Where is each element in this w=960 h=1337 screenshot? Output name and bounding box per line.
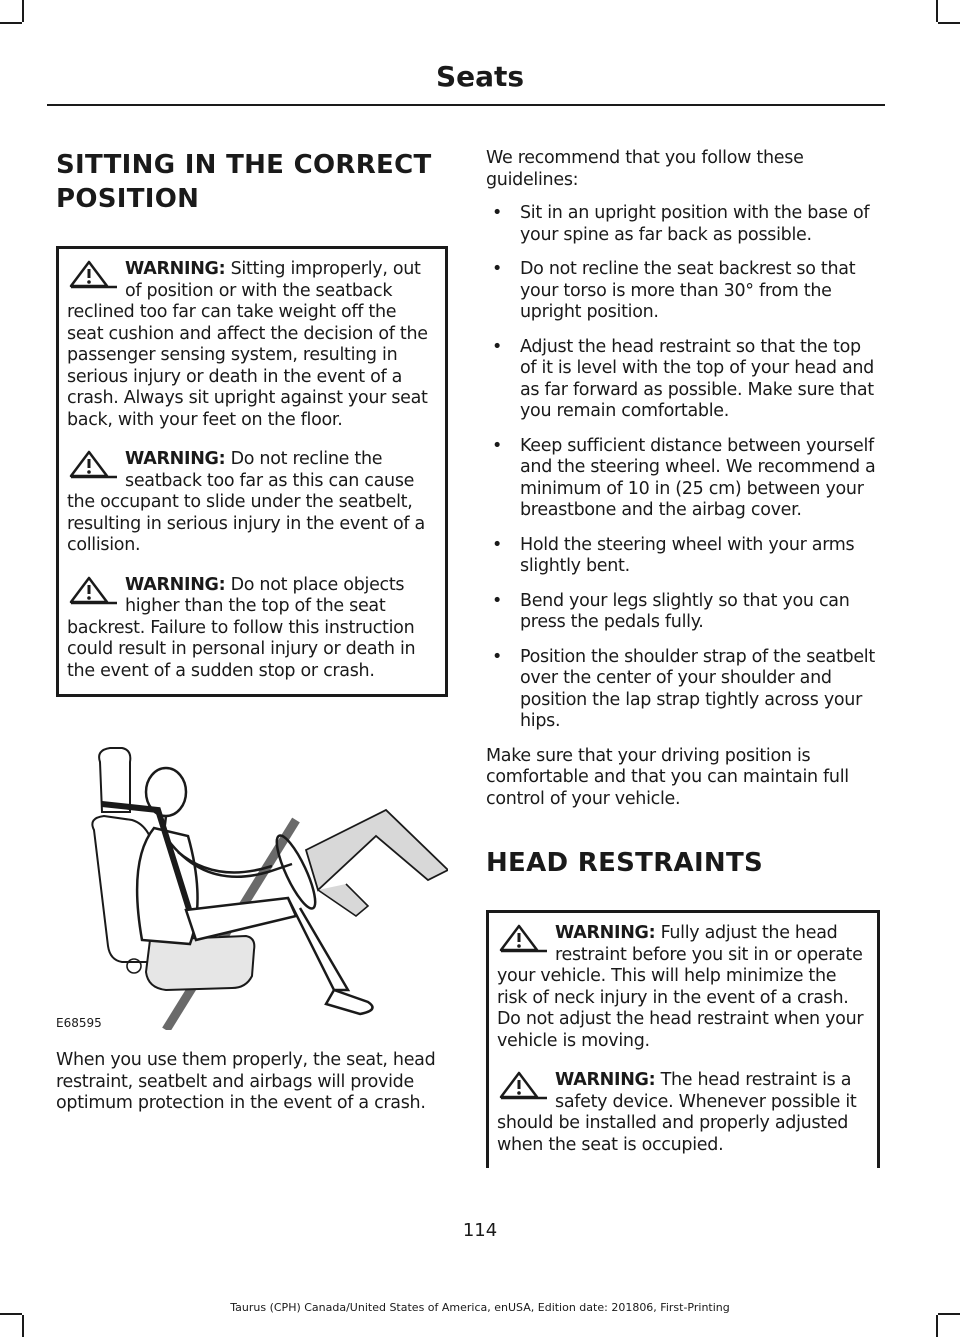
- warning-item: [497, 1070, 869, 1156]
- warning-box: [56, 246, 448, 697]
- list-item-text: Position the shoulder strap of the seatbelt over the center of your shoulder and position the lap strap tightly across your hips.: [520, 646, 875, 731]
- list-item: [486, 337, 880, 423]
- section-heading-head-restraints: HEAD RESTRAINTS: [486, 848, 764, 878]
- list-item: [486, 203, 880, 246]
- warning-label: WARNING:: [125, 259, 226, 279]
- warning-triangle-icon: [497, 923, 549, 953]
- list-item: [486, 535, 880, 578]
- crop-mark: [936, 1315, 938, 1337]
- warning-text: Fully adjust the head restraint before you sit in or operate your vehicle. This will help minimize the risk of neck injury in the event of a crash. Do not adjust the head restraint when your vehicle is moving.: [497, 923, 864, 1051]
- left-column: [56, 148, 448, 697]
- paragraph: When you use them properly, the seat, head restraint, seatbelt and airbags will provide optimum protection in the event of a crash.: [56, 1050, 436, 1113]
- bullet-icon: •: [492, 203, 503, 223]
- list-item-text: Do not recline the seat backrest so that your torso is more than 30° from the upright position.: [520, 259, 856, 322]
- bullet-icon: •: [492, 646, 503, 667]
- warning-triangle-icon: [67, 259, 119, 289]
- warning-item: [67, 259, 437, 431]
- bullet-icon: •: [492, 336, 503, 357]
- footer-edition: Taurus (CPH) Canada/United States of America, enUSA, Edition date: 201806, First-Printing: [230, 1301, 730, 1314]
- list-item: [486, 259, 880, 324]
- closing-paragraph: Make sure that your driving position is comfortable and that you can maintain full control of your vehicle.: [486, 745, 849, 809]
- list-item: [486, 647, 880, 733]
- crop-mark: [936, 0, 938, 22]
- list-item: [486, 436, 880, 522]
- crop-mark: [0, 22, 22, 24]
- warning-item: [67, 575, 437, 683]
- warning-triangle-icon: [67, 575, 119, 605]
- driver-seating-illustration: [56, 740, 448, 1030]
- heading-line: POSITION: [56, 184, 200, 214]
- list-item-text: Sit in an upright position with the base of your spine as far back as possible.: [520, 203, 870, 245]
- warning-label: WARNING:: [555, 923, 656, 943]
- left-column-bottom: [56, 1050, 448, 1127]
- warning-box: [486, 910, 880, 1168]
- bullet-icon: •: [492, 590, 503, 611]
- guidelines-list: [486, 203, 880, 733]
- warning-label: WARNING:: [125, 449, 226, 469]
- warning-text: Do not place objects higher than the top of the seat backrest. Failure to follow this instruction could result in personal injury or death in the event of a sudden stop or crash.: [67, 574, 416, 681]
- bullet-icon: •: [492, 435, 503, 456]
- crop-mark: [22, 0, 24, 22]
- section-heading-sitting-position: [56, 148, 448, 216]
- bullet-icon: •: [492, 259, 503, 279]
- warning-text: Sitting improperly, out of position or with the seatback reclined too far can take weight off the seat cushion and affect the decision of the passenger sensing system, resulting in serious injury or death in the event of a crash. Always sit upright against your seat back, with your feet on the floor.: [67, 259, 428, 430]
- figure-id: E68595: [56, 1016, 102, 1030]
- warning-text: Do not recline the seatback too far as this can cause the occupant to slide under the seatbelt, resulting in serious injury in the event of a collision.: [67, 449, 425, 555]
- page-number: 114: [462, 1220, 498, 1241]
- warning-triangle-icon: [497, 1070, 549, 1100]
- warning-item: [67, 449, 437, 557]
- list-item-text: Hold the steering wheel with your arms slightly bent.: [520, 534, 855, 576]
- list-item-text: Adjust the head restraint so that the top of it is level with the top of your head and as far forward as possible. Make sure that you remain comfortable.: [520, 336, 874, 421]
- warning-triangle-icon: [67, 449, 119, 479]
- warning-item: [497, 923, 869, 1052]
- right-column: [486, 148, 880, 1168]
- bullet-icon: •: [492, 534, 503, 555]
- crop-mark: [938, 22, 960, 24]
- guidelines-intro: We recommend that you follow these guidelines:: [486, 148, 804, 190]
- list-item: [486, 591, 880, 634]
- page-header-title: Seats: [435, 60, 525, 93]
- warning-label: WARNING:: [555, 1070, 656, 1090]
- warning-text: The head restraint is a safety device. Whenever possible it should be installed and properly adjusted when the seat is occupied.: [497, 1070, 857, 1155]
- list-item-text: Keep sufficient distance between yourself and the steering wheel. We recommend a minimum of 10 in (25 cm) between your breastbone and the airbag cover.: [520, 435, 876, 520]
- seating-position-illustration: [56, 740, 448, 1030]
- crop-mark: [22, 1315, 24, 1337]
- list-item-text: Bend your legs slightly so that you can press the pedals fully.: [520, 590, 850, 632]
- header-divider: [47, 104, 885, 106]
- heading-line: SITTING IN THE CORRECT: [56, 150, 432, 180]
- warning-label: WARNING:: [125, 574, 226, 595]
